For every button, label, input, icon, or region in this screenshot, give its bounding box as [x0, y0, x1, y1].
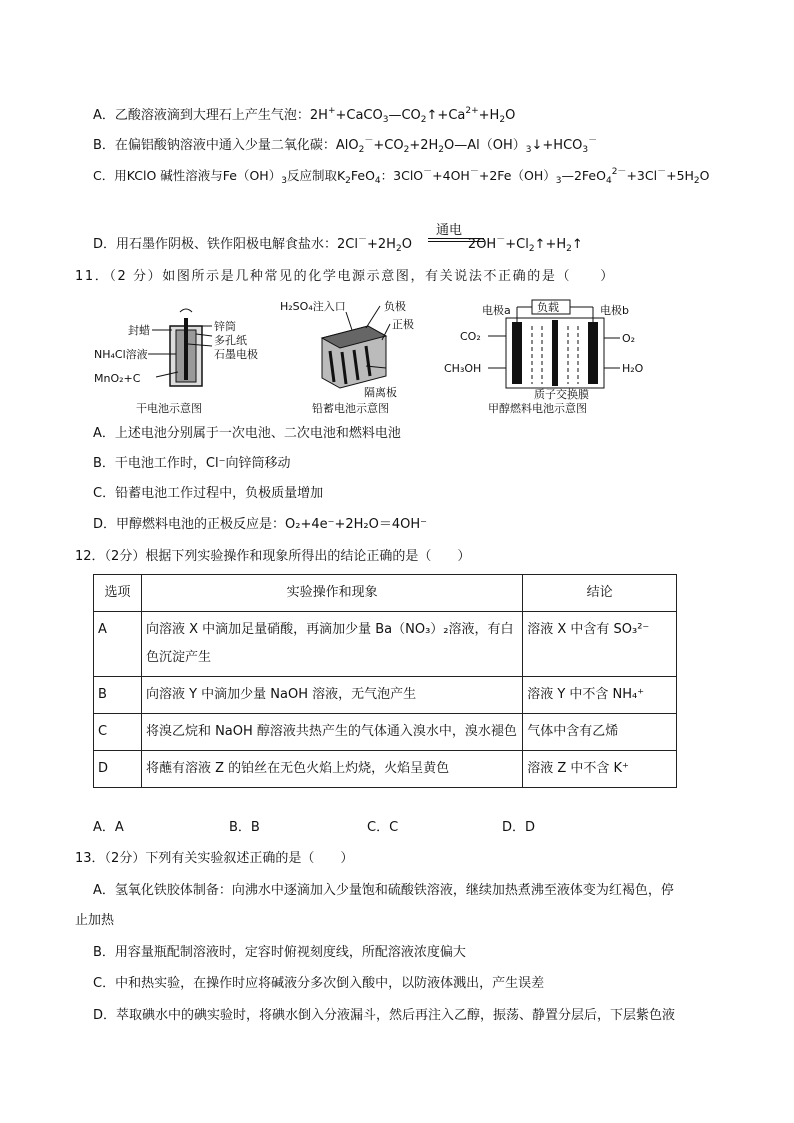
fuel-cell-caption: 甲醇燃料电池示意图 — [488, 402, 587, 415]
methanol-fuel-cell-diagram — [444, 300, 644, 415]
lead-acid-diagram — [280, 299, 414, 415]
q12-answer-a: A．A — [93, 820, 124, 835]
dry-cell-label-zinc: 锌筒 — [214, 320, 236, 333]
q12-stem: 12．（2分）根据下列实验操作和现象所得出的结论正确的是（ ） — [75, 549, 471, 564]
q10-option-b: B．在偏铝酸钠溶液中通入少量二氧化碳：$AlO_2^-+CO_2+2H_2O—Al(OH)_3↓+HCO_3^-$ — [93, 136, 598, 155]
dry-cell-label-graphite: 石墨电极 — [214, 348, 258, 361]
q12-answer-b: B．B — [229, 820, 260, 835]
table-row — [94, 751, 677, 788]
q10-option-a: A．乙酸溶液滴到大理石上产生气泡：$2H^++CaCO_3—CO_2↑+Ca^{2+}+H_2O$ — [93, 106, 516, 125]
dry-cell-label-mno2: MnO₂+C — [94, 372, 141, 385]
fuel-cell-label-o2: O₂ — [622, 332, 636, 345]
fuel-cell-label-load: 负载 — [537, 301, 559, 314]
dry-cell-label-paper: 多孔纸 — [214, 334, 247, 347]
dry-cell-diagram — [94, 309, 258, 415]
dry-cell-caption: 干电池示意图 — [136, 402, 202, 415]
row-conclusion: 溶液 Z 中不含 K⁺ — [523, 751, 677, 788]
header-operation: 实验操作和现象 — [141, 575, 522, 612]
dry-cell-label-nh4cl: NH₄Cl溶液 — [94, 348, 148, 361]
q13-option-b: B．用容量瓶配制溶液时，定容时俯视刻度线，所配溶液浓度偏大 — [93, 945, 466, 960]
header-option: 选项 — [94, 575, 142, 612]
row-option: A — [94, 612, 142, 677]
fuel-cell-label-h2o: H₂O — [622, 362, 644, 375]
q11-option-d: D．甲醇燃料电池的正极反应是：O₂+4e⁻+2H₂O＝4OH⁻ — [93, 517, 428, 532]
lead-acid-label-positive: 正极 — [392, 318, 414, 331]
q13-stem: 13．（2分）下列有关实验叙述正确的是（ ） — [75, 851, 354, 866]
dry-cell-label-wax: 封蜡 — [128, 324, 150, 337]
table-header-row — [94, 575, 677, 612]
q13-option-a-line2: 止加热 — [75, 913, 115, 928]
row-operation: 将溴乙烷和 NaOH 醇溶液共热产生的气体通入溴水中，溴水褪色 — [141, 714, 522, 751]
q10-option-c: C．用KClO 碱性溶液与$Fe(OH)_3$反应制取$K_2FeO_4$：$3ClO^-+4OH^-+2Fe(OH)_3—2FeO_4^{2-}+3Cl^-+5H_2O$ — [93, 167, 710, 186]
fuel-cell-label-membrane: 质子交换膜 — [534, 388, 589, 401]
table-row — [94, 677, 677, 714]
lead-acid-label-separator: 隔离板 — [364, 386, 397, 399]
row-operation: 向溶液 X 中滴加足量硝酸，再滴加少量 Ba（NO₃）₂溶液，有白色沉淀产生 — [141, 612, 522, 677]
table-row — [94, 612, 677, 677]
header-conclusion: 结论 — [523, 575, 677, 612]
q11-option-a: A．上述电池分别属于一次电池、二次电池和燃料电池 — [93, 426, 401, 441]
q13-option-d: D．萃取碘水中的碘实验时，将碘水倒入分液漏斗，然后再注入乙醇，振荡、静置分层后，下层紫色液 — [93, 1008, 676, 1023]
table-row — [94, 714, 677, 751]
electrolysis-condition-label: 通电 — [436, 223, 463, 238]
fuel-cell-label-electrode-b: 电极b — [600, 304, 629, 317]
battery-diagrams — [90, 296, 690, 420]
fuel-cell-label-ch3oh: CH₃OH — [444, 362, 482, 375]
q12-table — [93, 574, 677, 788]
row-option: C — [94, 714, 142, 751]
fuel-cell-label-co2: CO₂ — [460, 330, 481, 343]
q13-option-c: C．中和热实验，在操作时应将碱液分多次倒入酸中，以防液体溅出，产生误差 — [93, 976, 545, 991]
q12-answer-c: C．C — [367, 820, 399, 835]
q11-option-c: C．铅蓄电池工作过程中，负极质量增加 — [93, 486, 324, 501]
q10-option-d: D．用石墨作阴极、铁作阳极电解食盐水：$2Cl^-+2H_2O$ $2OH^-+Cl_2↑+H_2↑$ — [93, 235, 583, 254]
row-option: B — [94, 677, 142, 714]
row-conclusion: 气体中含有乙烯 — [523, 714, 677, 751]
q11-option-b: B．干电池工作时，Cl⁻向锌筒移动 — [93, 456, 291, 471]
row-operation: 将蘸有溶液 Z 的铂丝在无色火焰上灼烧，火焰呈黄色 — [141, 751, 522, 788]
lead-acid-caption: 铅蓄电池示意图 — [312, 402, 389, 415]
row-operation: 向溶液 Y 中滴加少量 NaOH 溶液，无气泡产生 — [141, 677, 522, 714]
q12-answer-d: D．D — [502, 820, 536, 835]
row-option: D — [94, 751, 142, 788]
lead-acid-label-negative: 负极 — [384, 300, 406, 313]
q11-stem: 11．（2 分）如图所示是几种常见的化学电源示意图，有关说法不正确的是（ ） — [75, 269, 615, 284]
row-conclusion: 溶液 X 中含有 SO₃²⁻ — [523, 612, 677, 677]
row-conclusion: 溶液 Y 中不含 NH₄⁺ — [523, 677, 677, 714]
q13-option-a-line1: A．氢氧化铁胶体制备：向沸水中逐滴加入少量饱和硫酸铁溶液，继续加热煮沸至液体变为红褐色，停 — [93, 883, 674, 898]
fuel-cell-label-electrode-a: 电极a — [482, 304, 511, 317]
lead-acid-label-inlet: H₂SO₄注入口 — [280, 300, 346, 313]
